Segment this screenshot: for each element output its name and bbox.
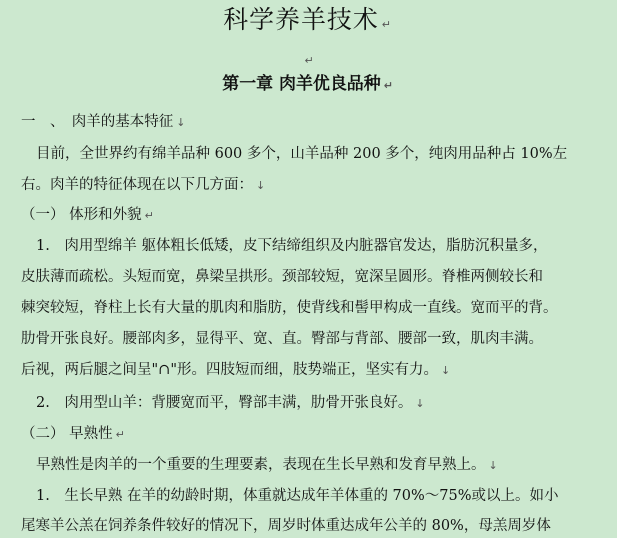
paragraph-line: 2. 肉用型山羊：背腰宽而平，臀部丰满，肋骨开张良好。 ↓ <box>36 395 425 411</box>
paragraph-line: 皮肤薄而疏松。头短而宽，鼻梁呈拱形。颈部较短，宽深呈圆形。脊椎两侧较长和 <box>21 269 543 285</box>
chapter-heading: 第一章 肉羊优良品种 ↵ <box>222 74 393 94</box>
paragraph-mark: ↵ <box>381 18 392 31</box>
document-title: 科学养羊技术 ↵ <box>223 5 392 34</box>
line-break-mark: ↓ <box>441 364 451 377</box>
paragraph-mark: ↵ <box>144 209 154 222</box>
paragraph-line: 后视，两后腿之间呈"∩"形。四肢短而细，肢势端正，坚实有力。 ↓ <box>21 362 451 378</box>
paragraph-mark: ↵ <box>115 428 125 441</box>
subsection-heading: （二） 早熟性 ↵ <box>21 426 125 442</box>
paragraph-line: 1. 肉用型绵羊 躯体粗长低矮，皮下结缔组织及内脏器官发达，脂肪沉积量多， <box>36 238 548 254</box>
subsection-heading: （一） 体形和外貌 ↵ <box>21 207 154 223</box>
empty-paragraph <box>0 50 615 71</box>
paragraph-mark: ↵ <box>383 79 393 92</box>
paragraph-line: 早熟性是肉羊的一个重要的生理要素，表现在生长早熟和发育早熟上。 ↓ <box>36 457 498 473</box>
paragraph-line: 右。肉羊的特征体现在以下几方面： ↓ <box>21 177 266 193</box>
line-break-mark: ↓ <box>415 397 425 410</box>
paragraph-line: 1. 生长早熟 在羊的幼龄时期，体重就达成年羊体重的 70%～75%或以上。如小 <box>36 488 559 504</box>
line-break-mark: ↓ <box>256 179 266 192</box>
paragraph-line: 棘突较短，脊柱上长有大量的肌肉和脂肪，使背线和髻甲构成一直线。宽而平的背。 <box>21 300 558 316</box>
line-break-mark: ↓ <box>176 116 186 129</box>
line-break-mark: ↓ <box>488 459 498 472</box>
paragraph-mark: ↵ <box>304 54 314 67</box>
section-heading: 一 、 肉羊的基本特征 ↓ <box>21 114 186 130</box>
paragraph-line: 目前，全世界约有绵羊品种 600 多个，山羊品种 200 多个，纯肉用品种占 10%左 <box>36 146 568 162</box>
paragraph-line: 尾寒羊公羔在饲养条件较好的情况下，周岁时体重达成年公羊的 80%，母羔周岁体 <box>21 518 551 534</box>
paragraph-line: 肋骨开张良好。腰部肉多，显得平、宽、直。臀部与背部、腰部一致，肌肉丰满。 <box>21 331 543 347</box>
